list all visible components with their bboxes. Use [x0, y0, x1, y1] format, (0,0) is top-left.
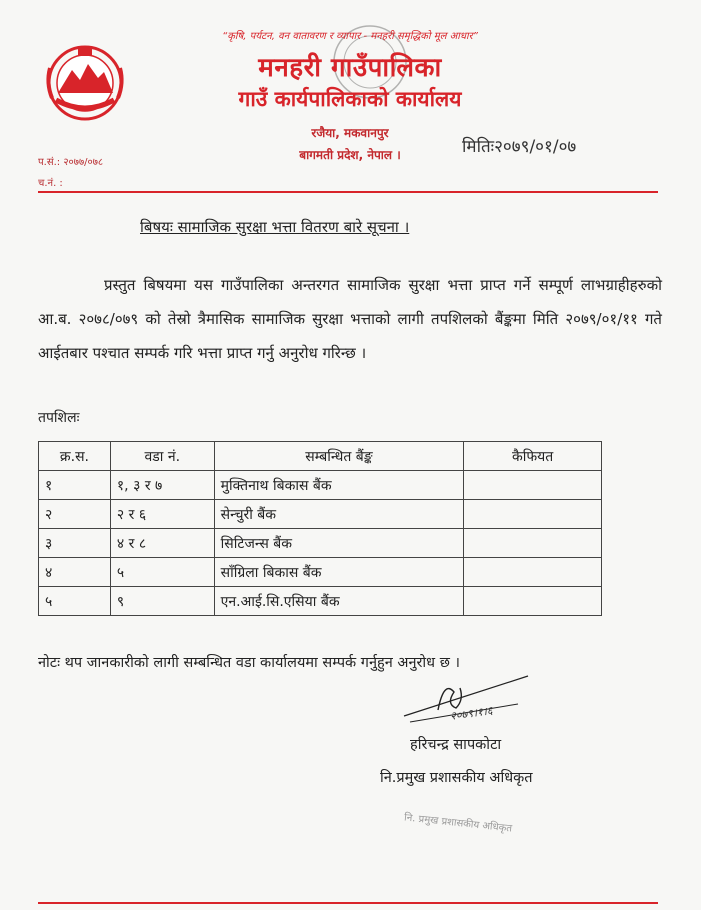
cell-serial: १	[39, 471, 111, 500]
table-row	[39, 558, 602, 587]
cell-ward: ५	[110, 558, 214, 587]
header-ward: वडा नं.	[110, 442, 214, 471]
header-bank: सम्बन्धित बैंङ्क	[214, 442, 464, 471]
table-row	[39, 587, 602, 616]
cell-bank: मुक्तिनाथ बिकास बैंक	[214, 471, 464, 500]
cell-bank: साँग्रिला बिकास बैंक	[214, 558, 464, 587]
header-divider	[38, 191, 658, 193]
cell-serial: ५	[39, 587, 111, 616]
cell-serial: ४	[39, 558, 111, 587]
bank-table	[38, 441, 602, 616]
header-serial: क्र.स.	[39, 442, 111, 471]
table-header-row	[39, 442, 602, 471]
address-line-1: रजैया, मकवानपुर	[311, 126, 389, 140]
dispatch-number: च.नं. :	[38, 178, 63, 189]
slogan: “कृषि, पर्यटन, वन वातावरण र व्यापार - मनहरी समृद्धिको मूल आधार”	[222, 31, 478, 42]
cell-bank: एन.आई.सि.एसिया बैंक	[214, 587, 464, 616]
cell-ward: ९	[110, 587, 214, 616]
letter-date: मितिः२०७९/०१/०७	[462, 137, 577, 157]
reference-number: प.सं.: २०७७/०७८	[38, 157, 104, 168]
cell-ward: २ र ६	[110, 500, 214, 529]
cell-serial: ३	[39, 529, 111, 558]
office-subtitle: गाउँ कार्यपालिकाको कार्यालय	[238, 87, 462, 111]
address-line-2: बागमती प्रदेश, नेपाल ।	[299, 148, 401, 162]
cell-ward: १, ३ र ७	[110, 471, 214, 500]
cell-remarks	[464, 471, 602, 500]
subject-line: बिषयः सामाजिक सुरक्षा भत्ता वितरण बारे सूचना ।	[140, 218, 410, 236]
cell-remarks	[464, 500, 602, 529]
designation-stamp: नि. प्रमुख प्रशासकीय अधिकृत	[403, 812, 513, 835]
handwritten-signature	[398, 670, 548, 736]
signatory-title: नि.प्रमुख प्रशासकीय अधिकृत	[380, 770, 533, 786]
table-row	[39, 500, 602, 529]
cell-remarks	[464, 587, 602, 616]
table-row	[39, 529, 602, 558]
body-paragraph: प्रस्तुत बिषयमा यस गाउँपालिका अन्तरगत सामाजिक सुरक्षा भत्ता प्राप्त गर्ने सम्पूर्ण लाभग्राहीहरुको आ.ब. २०७८/०७९ को तेस्रो त्रैमासिक सामाजिक सुरक्षा भत्ताको लागी तपशिलको बैंङ्कमा मिति २०७९/०१/११ गते आईतबार पश्चात सम्पर्क गरि भत्ता प्राप्त गर्नु अनुरोध गरिन्छ ।	[38, 276, 662, 362]
cell-ward: ४ र ८	[110, 529, 214, 558]
footer-divider	[38, 902, 658, 904]
cell-bank: सिटिजन्स बैंक	[214, 529, 464, 558]
office-name: मनहरी गाउँपालिका	[258, 53, 442, 83]
signature-date: २०७९।१।६	[449, 704, 494, 723]
cell-remarks	[464, 558, 602, 587]
header-remarks: कैफियत	[464, 442, 602, 471]
nepal-emblem-logo	[36, 38, 134, 132]
table-intro: तपशिलः	[38, 410, 80, 426]
signatory-name: हरिचन्द्र सापकोटा	[410, 737, 502, 753]
note-text: नोटः थप जानकारीको लागी सम्बन्धित वडा कार्यालयमा सम्पर्क गर्नुहुन अनुरोध छ ।	[38, 655, 460, 671]
cell-bank: सेन्चुरी बैंक	[214, 500, 464, 529]
table-row	[39, 471, 602, 500]
cell-serial: २	[39, 500, 111, 529]
cell-remarks	[464, 529, 602, 558]
